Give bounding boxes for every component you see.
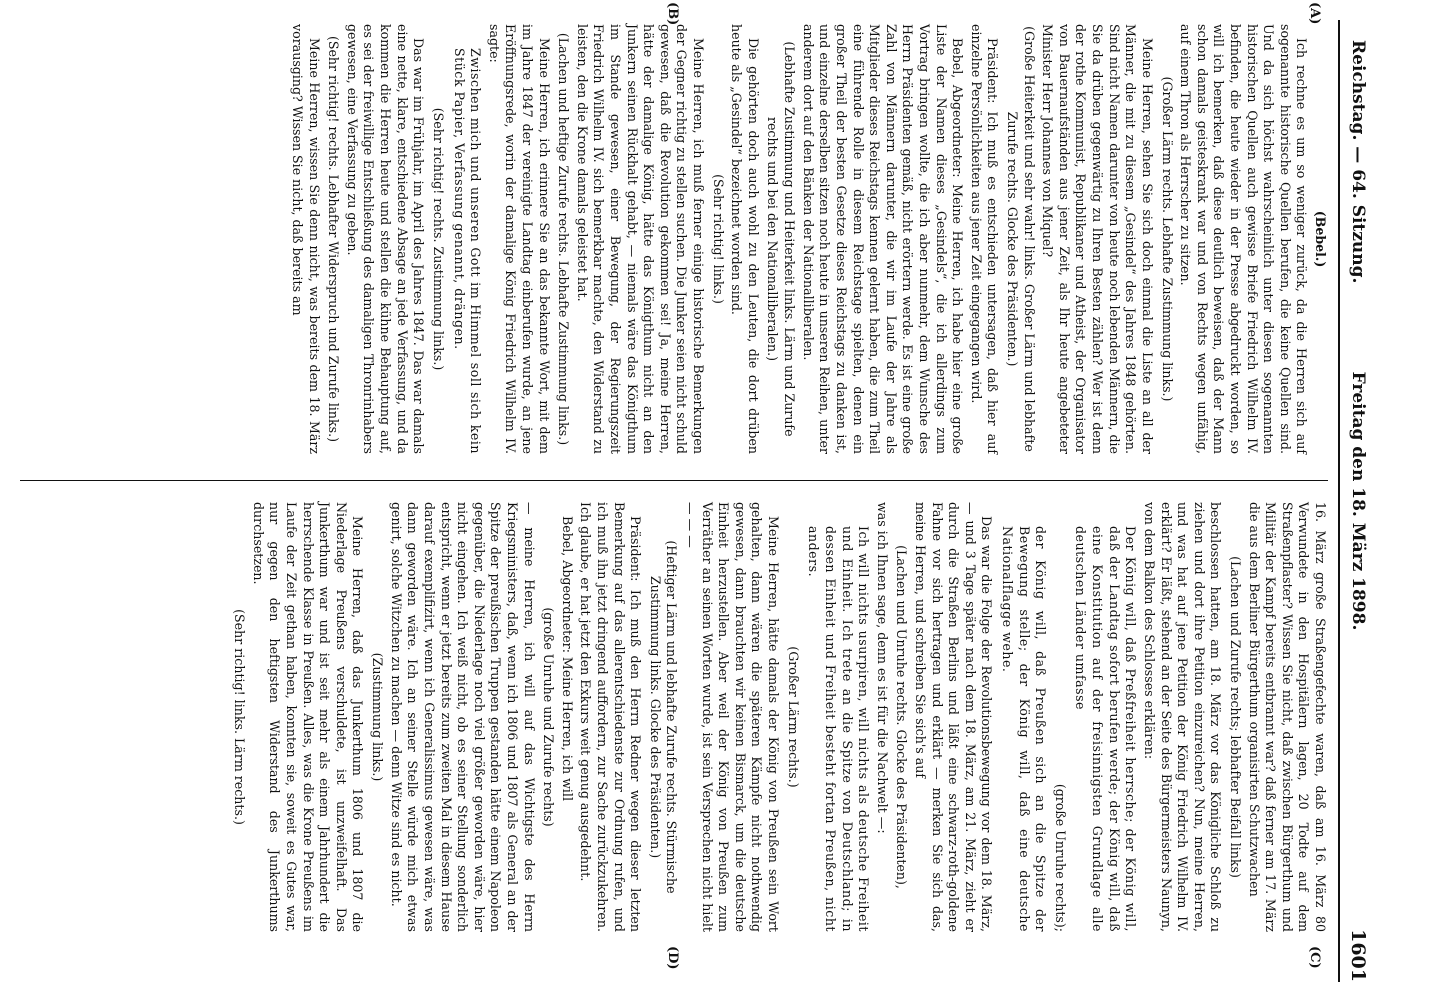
- margin-mark-a: (A): [1307, 2, 1322, 25]
- reaction-note: (Sehr richtig! rechts. Zustimmung links.): [430, 107, 446, 371]
- reaction-note: (Lachen und Zurufe rechts; lebhafter Beifall links): [1227, 556, 1243, 878]
- margin-mark-d: (D): [665, 946, 680, 970]
- reaction-note: (Große Heiterkeit und sehr wahr! links. Großer Lärm und lebhafte Zurufe rechts. Glocke des Präsidenten.): [1005, 26, 1037, 452]
- speaker-tag: (Bebel.): [1313, 210, 1328, 268]
- page-date: Freitag den 18. März 1898.: [1348, 371, 1368, 631]
- paragraph: Meine Herren, sehen Sie sich doch einmal die Liste an all der Männer, die mit zu diesem „Gesindel“ des Jahres 1848 gehörten. Sind nicht Namen darunter von heute noch lebenden Männern, die Sie da drüben gegenwärtig zu Ihren Besten zählen? Wer ist denn der rothe Kommunist, Republikaner und Atheist, der Organisator von Bauernaufständen aus jener Zeit, als Ihr heute angebeteter Minister Herr Johannes von Miquel?: [1040, 24, 1155, 454]
- column-divider: [20, 480, 1328, 481]
- reaction-note: (Zustimmung links.): [370, 652, 386, 782]
- paragraph: Das war die Folge der Revolutionsbewegung vor dem 18. März, — und 3 Tage später nach dem 18. März, am 21. März, zieht er durch die Straßen Berlins und läßt eine schwarz-roth-goldene Fahne vor sich hertragen und erklärt — merken Sie sich das, meine Herren, und schreiben Sie sich's auf: [912, 502, 995, 932]
- speaker-statement: Bebel, Abgeordneter: Meine Herren, ich habe hier eine große Liste der Namen dieses „Gesindels“, die ich allerdings zum Vortrag bringen wollte, die ich aber nunmehr, dem Wunsche des Herrn Präsidenten gemäß, nicht erörtern werde. Es ist eine große Zahl von Männern darunter, die wir im Laufe der Jahre als Mitglieder dieses Reichstags kennen gelernt haben, die zum Theil eine führende Rolle in diesem Reichstage spielten, denen ein großer Theil der besten Gesetze dieses Reichstags zu danken ist, und einzelne derselben sitzen noch heute in unseren Reihen, unter anderem dort auf den Bänken der Nationalliberalen.: [800, 24, 966, 454]
- reaction-note: (Sehr richtig! links. Lärm rechts.): [232, 609, 248, 825]
- paragraph: 16. März große Straßengefechte waren, daß am 16. März 80 Verwundete in den Hospitälern lagen, 20 Todte auf dem Straßenpflaster? Wissen Sie nicht, daß zwischen Bürgerthum und Militär der Kampf bereits entbrannt war? daß ferner am 17. März die aus dem Berliner Bürgerthum organisirten Schutzwachen: [1246, 502, 1328, 932]
- paragraph: Meine Herren, ich muß ferner einige historische Bemerkungen der Gegner richtig zu stellen suchen. Die Junker seien nicht schuld gewesen, daß die Revolution gekommen sei! Ja, meine Herren, hätte der damalige König, hätte das Königthum nicht an den Junkern seinen Rückhalt gehabt, — niemals wäre das Königthum im Stande gewesen, einer Bewegung, der Regierungszeit Friedrich Wilhelm IV. sich bemerkbar machte, den Widerstand zu leisten, den die Krone damals geleistet hat.: [574, 24, 707, 454]
- reaction-note: (große Unruhe und Zurufe rechts): [541, 607, 557, 827]
- reaction-note: (Heftiger Lärm und lebhafte Zurufe rechts. Stürmische Zustimmung links. Glocke des Präsidenten.): [647, 540, 680, 894]
- paragraph: beschlossen hatten, am 18. März vor das Königliche Schloß zu ziehen und dort ihre Petition einzureichen? Nun, meine Herren, und was hat auf jene Petition der König Friedrich Wilhelm IV. erklärt? Er läßt, stehend an der Seite des Bürgermeisters Naunyn, von dem Balkon des Schlosses erklären:: [1141, 502, 1224, 932]
- paragraph: Meine Herren, daß das Junkerthum 1806 und 1807 die Niederlage Preußens verschuldete, ist unzweifelhaft. Das Junkerthum war und ist seit mehr als einem Jahrhundert die herrschende Klasse in Preußen. Alles, was die Krone Preußens im Laufe der Zeit gethan haben, konnten sie, soweit es Gutes war, nur gegen den heftigsten Widerstand des Junkerthums durchsetzen.: [250, 502, 366, 932]
- page-title: Reichstag. — 64. Sitzung.: [1348, 40, 1368, 284]
- paragraph: Meine Herren, ich erinnere Sie an das bekannte Wort, mit dem im Jahre 1847 der vereinigte Landtag einberufen wurde, an jene Eröffnungsrede, worin der damalige König Friedrich Wilhelm IV. sagte:: [486, 24, 552, 454]
- reaction-note: (Lachen und heftige Zurufe rechts. Lebhafte Zustimmung links.): [556, 32, 572, 446]
- margin-mark-c: (C): [1307, 946, 1322, 969]
- quotation: Ich will nichts usurpiren, will nichts als deutsche Freiheit und Einheit. Ich trete an die Spitze von Deutschland; in dessen Einheit und Freiheit besteht fortan Preußen, nicht anders.: [806, 526, 872, 932]
- paragraph: Meine Herren, wissen Sie denn nicht, was bereits dem 18. März vorausging? Wissen Sie nicht, daß bereits am: [290, 24, 322, 454]
- quotation: Zwischen mich und unseren Gott im Himmel soll sich kein Stück Papier, Verfassung genannt, drängen.: [451, 48, 484, 454]
- reaction-note: (Großer Lärm rechts. Lebhafte Zustimmung links.): [1159, 76, 1175, 402]
- speaker-statement: Bebel, Abgeordneter: Meine Herren, ich will: [559, 516, 575, 801]
- paragraph: Das war im Frühjahr, im April des Jahres 1847. Das war damals eine nette, klare, entschiedene Absage an jede Verfassung, und da kommen die Herren heute und stellen die kühne Behauptung auf, es sei der freiwillige Entschließung des damaligen Thronrinhabers gewesen, eine Verfassung zu geben.: [344, 24, 427, 454]
- right-column: [20, 502, 1328, 932]
- page-number: 1601: [1347, 929, 1369, 982]
- president-statement: Präsident: Ich muß den Herrn Redner wegen dieser letzten Bemerkung auf das allerentschiedenste zur Ordnung rufen, und ich muß ihn jetzt dringend auffordern, zur Sache zurückzukehren. Ich glaube, er hat jetzt den Exkurs weit genug ausgedehnt.: [578, 502, 644, 932]
- quotation: der König will, daß Preußen sich an die Spitze der Bewegung stelle; der König will, daß eine deutsche Nationalflagge wehe.: [1000, 526, 1049, 932]
- paragraph: Ich rechne es um so weniger zurück, da die Herren sich auf sogenannte historische Quellen berufen, die keine Quellen sind. Und da sich höchst wahrscheinlich unter diesen sogenannten historischen Quellen auch gewisse Briefe Friedrich Wilhelm IV. befinden, die heute wieder in der Presse abgedruckt worden, so will ich bemerken, daß diese deutlich beweisen, daß der Mann schon damals geisteskrank war und von Rechts wegen unfähig, auf einem Thron als Herrscher zu sitzen.: [1178, 24, 1310, 454]
- paragraph: Meine Herren, hätte damals der König von Preußen sein Wort gehalten, dann wären die späteren Kämpfe nicht nothwendig gewesen, dann brauchten wir keinen Bismarck, um die deutsche Einheit herzustellen. Aber weil der König von Preußen zum Verräther an seinen Worten wurde, ist sein Versprechen nicht hielt — — —: [683, 502, 782, 932]
- reaction-note: (Lebhafte Zustimmung und Heiterkeit links. Lärm und Zurufe rechts und bei den Nationalliberalen.): [765, 41, 798, 437]
- paragraph: — meine Herren, ich will auf das Wichtigste des Herrn Kriegsministers, daß, wenn ich 1806 und 1807 als General an der Spitze der preußischen Truppen gestanden hätte einem Napoleon gegenüber, die Niederlage noch viel größer geworden wäre, hier nicht eingehen. Ich weiß nicht, ob es seiner Stellung sonderlich entspricht, wenn er jetzt bereits zum zweiten Mal in diesem Hause darauf exemplifizirt, wenn ich Generalissimus gewesen wäre, was dann geworden wäre. Ich an seiner Stelle würde mich etwas genirt, solche Witzchen zu machen — denn Witze sind es nicht.: [388, 502, 537, 932]
- reaction-note: (Großer Lärm rechts.): [785, 646, 801, 788]
- page-header: [1338, 20, 1376, 982]
- paragraph: was ich Ihnen sage, denn es ist für die Nachwelt —:: [874, 502, 890, 834]
- reaction-note: (große Unruhe rechts);: [1052, 783, 1068, 932]
- quotation: Der König will, daß Preßfreiheit herrsche; der König will, daß der Landtag sofort berufen werde; der König will, daß eine Konstitution auf der freisinnigsten Grundlage alle deutschen Länder umfasse: [1073, 526, 1139, 932]
- president-statement: Präsident: Ich muß es entschieden untersagen, daß hier auf einzelne Persönlichkeiten aus jener Zeit eingegangen wird.: [968, 24, 1001, 454]
- left-column: [20, 24, 1328, 454]
- margin-mark-b: (B): [665, 2, 680, 26]
- reaction-note: (Sehr richtig! links.): [710, 174, 726, 304]
- reaction-note: (Lachen und Unruhe rechts. Glocke des Präsidenten),: [894, 545, 910, 889]
- reaction-note: (Sehr richtig! rechts. Lebhafter Widerspruch und Zurufe links.): [326, 35, 342, 443]
- paragraph: Die gehörten doch auch wohl zu den Leuten, die dort drüben heute als „Gesindel“ bezeichnet worden sind.: [729, 24, 761, 454]
